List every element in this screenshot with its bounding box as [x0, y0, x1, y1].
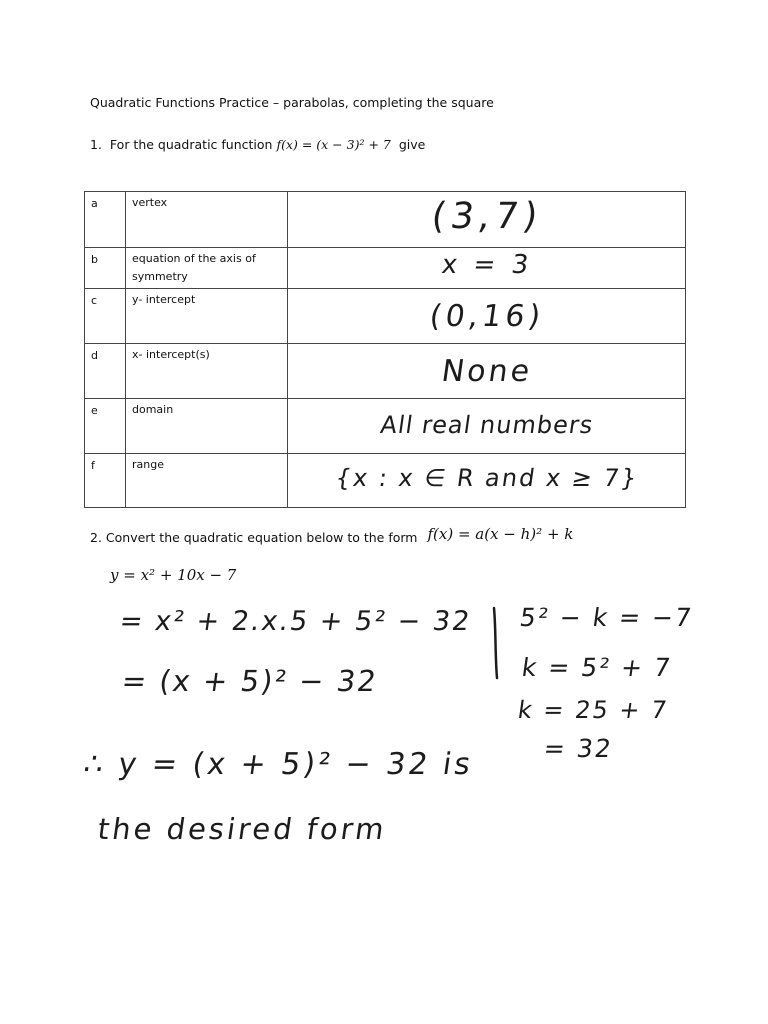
handwritten-divider-line — [494, 608, 497, 678]
row-item: domain — [126, 399, 288, 454]
handwritten-answer: None — [438, 354, 535, 389]
question-1-number: 1. — [90, 137, 102, 152]
question-1-suffix: give — [398, 137, 426, 152]
handwritten-answer: (3,7) — [428, 196, 545, 237]
row-letter: d — [85, 344, 126, 399]
question-1-function: f(x) = (x − 3)² + 7 — [276, 137, 391, 152]
side-step-4: = 32 — [541, 734, 615, 763]
handwritten-answer: x = 3 — [439, 250, 534, 280]
side-step-2: k = 5² + 7 — [519, 653, 675, 682]
row-letter: f — [85, 454, 126, 508]
conclusion-line-2: the desired form — [95, 812, 389, 846]
handwritten-answer: (0,16) — [426, 299, 547, 334]
handwritten-answer: All real numbers — [378, 411, 595, 439]
side-step-1: 5² − k = −7 — [517, 603, 695, 632]
worksheet-title: Quadratic Functions Practice – parabolas, completing the square — [90, 95, 494, 110]
handwritten-answer: {x : x ∈ R and x ≥ 7} — [333, 464, 640, 492]
row-item: x- intercept(s) — [126, 344, 288, 399]
conclusion-line-1: ∴ y = (x + 5)² − 32 is — [81, 747, 476, 782]
question-2-target-form: f(x) = a(x − h)² + k — [427, 525, 574, 543]
row-letter: e — [85, 399, 126, 454]
work-step-1: = x² + 2.x.5 + 5² − 32 — [117, 606, 474, 637]
question-1-text: For the quadratic function — [109, 137, 273, 152]
row-item: vertex — [126, 192, 288, 248]
work-step-2: = (x + 5)² − 32 — [119, 664, 381, 698]
row-item: equation of the axis of symmetry — [126, 248, 288, 289]
row-item: y- intercept — [126, 289, 288, 344]
row-letter: b — [85, 248, 126, 289]
row-item: range — [126, 454, 288, 508]
side-step-3: k = 25 + 7 — [516, 696, 671, 724]
question-2-equation: y = x² + 10x − 7 — [110, 566, 237, 584]
row-letter: c — [85, 289, 126, 344]
row-letter: a — [85, 192, 126, 248]
question-2-text: 2. Convert the quadratic equation below to the form — [90, 530, 418, 545]
